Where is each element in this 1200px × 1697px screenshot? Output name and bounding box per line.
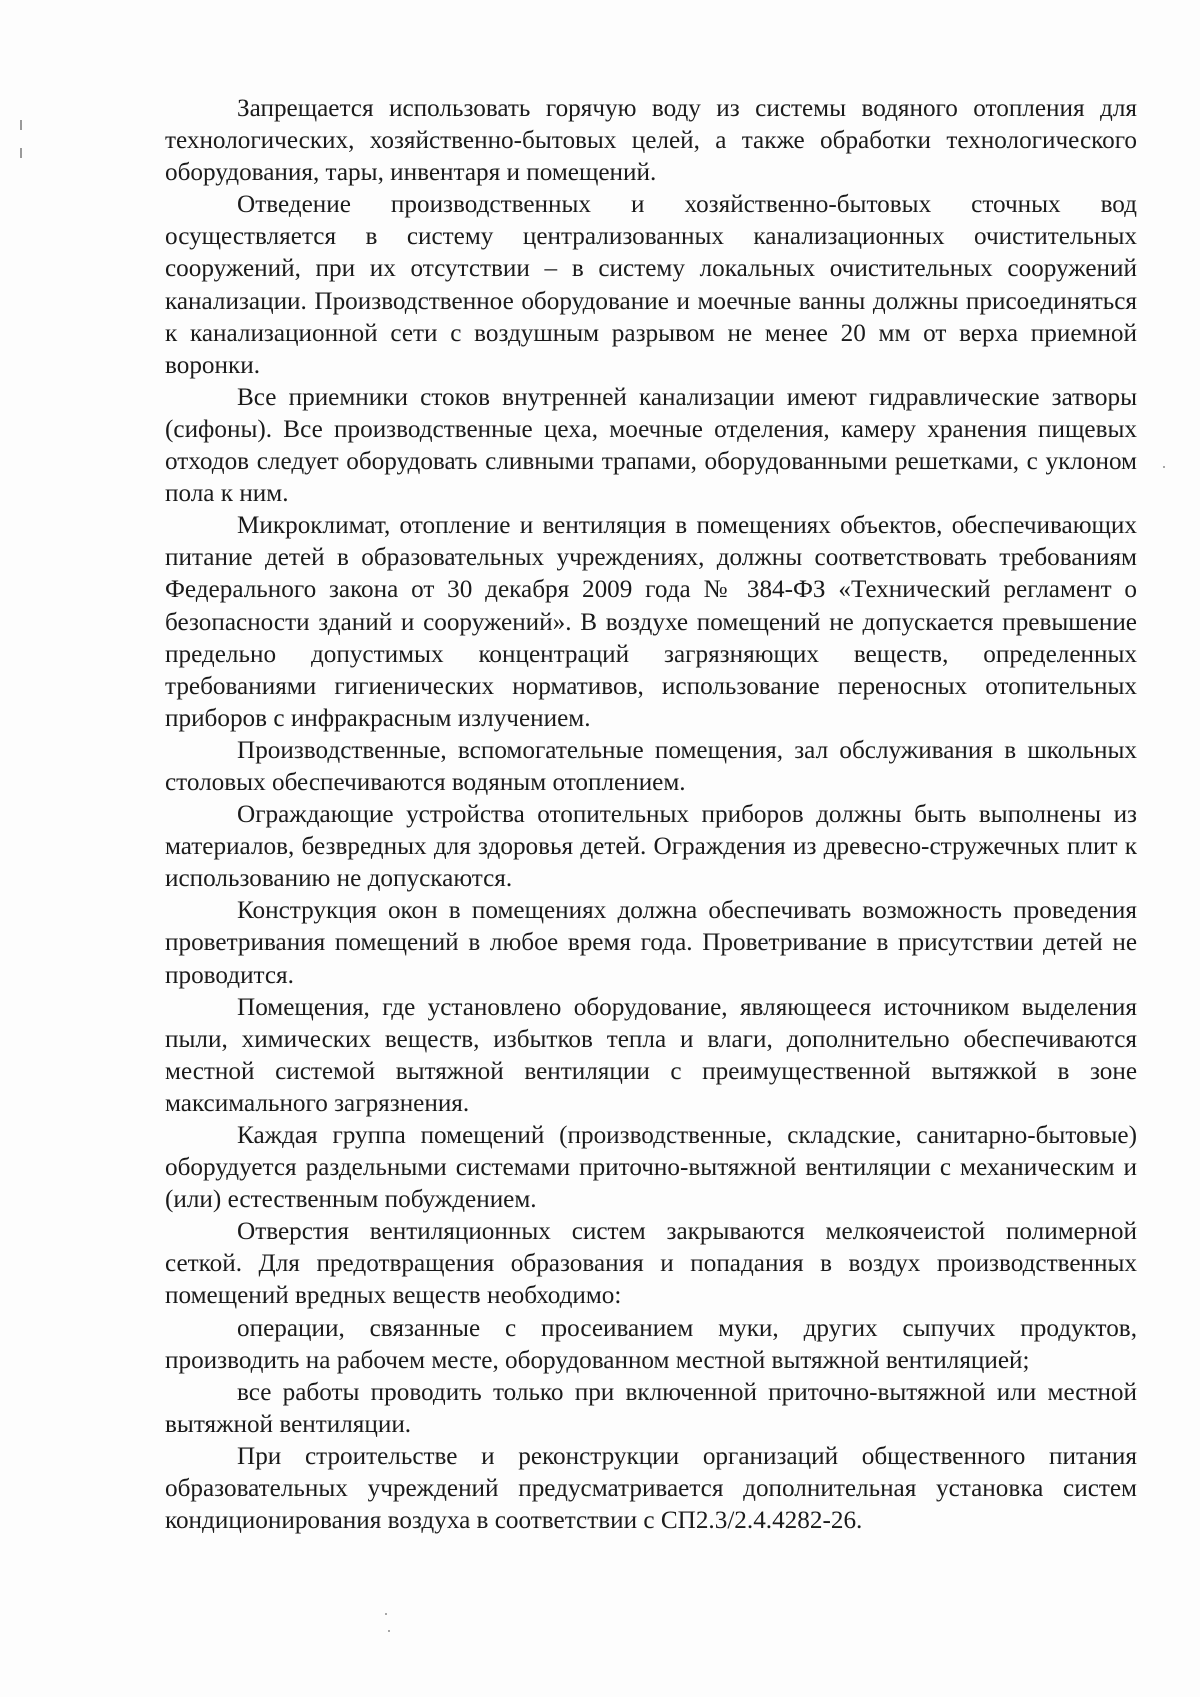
paragraph-flour-sifting: операции, связанные с просеиванием муки, других сыпучих продуктов, производить на рабочем месте, оборудованном местной вытяжной вентиляцией; — [165, 1314, 1137, 1374]
paragraph-drains: Все приемники стоков внутренней канализации имеют гидравлические затворы (сифоны). Все производственные цеха, моечные отделения, камеру хранения пищевых отходов следует оборудовать сливными трапами, оборудованными решетками, с уклоном пола к ним. — [165, 383, 1137, 508]
scan-speck — [1163, 466, 1165, 468]
scan-edge-mark — [20, 148, 22, 158]
paragraph-ventilation-on: все работы проводить только при включенной приточно-вытяжной или местной вытяжной вентиляции. — [165, 1378, 1137, 1438]
paragraph-windows: Конструкция окон в помещениях должна обеспечивать возможность проведения проветривания помещений в любое время года. Проветривание в присутствии детей не проводится. — [165, 897, 1137, 989]
paragraph-microclimate: Микроклимат, отопление и вентиляция в помещениях объектов, обеспечивающих питание детей в образовательных учреждениях, должны соответствовать требованиям Федерального закона от 30 декабря 2009 года № 384-ФЗ «Технический регламент о безопасности зданий и сооружений». В воздухе помещений не допускается превышение предельно допустимых концентраций загрязняющих веществ, определенных требованиями гигиенических нормативов, использование переносных отопительных приборов с инфракрасным излучением. — [165, 512, 1137, 732]
paragraph-radiator-guards: Ограждающие устройства отопительных приборов должны быть выполнены из материалов, безвредных для здоровья детей. Ограждения из древесно-стружечных плит к использованию не допускаются. — [165, 801, 1137, 893]
paragraph-hot-water: Запрещается использовать горячую воду из системы водяного отопления для технологических, хозяйственно-бытовых целей, а также обработки технологического оборудования, тары, инвентаря и помещений. — [165, 95, 1137, 187]
paragraph-local-exhaust: Помещения, где установлено оборудование, являющееся источником выделения пыли, химических веществ, избытков тепла и влаги, дополнительно обеспечиваются местной системой вытяжной вентиляции с преимущественной вытяжкой в зоне максимального загрязнения. — [165, 993, 1137, 1117]
paragraph-heating: Производственные, вспомогательные помещения, зал обслуживания в школьных столовых обеспечиваются водяным отоплением. — [165, 736, 1137, 796]
scan-edge-mark — [20, 120, 22, 130]
paragraph-air-conditioning: При строительстве и реконструкции организаций общественного питания образовательных учреждений предусматривается дополнительная установка систем кондиционирования воздуха в соответствии с СП2.3/2.4.4282-26. — [165, 1442, 1137, 1535]
scan-speck — [388, 1630, 390, 1632]
scan-speck — [385, 1613, 387, 1615]
paragraph-room-groups: Каждая группа помещений (производственные, складские, санитарно-бытовые) оборудуется раздельными системами приточно-вытяжной вентиляции с механическим и (или) естественным побуждением. — [165, 1122, 1137, 1214]
paragraph-vent-openings: Отверстия вентиляционных систем закрываются мелкоячеистой полимерной сеткой. Для предотвращения образования и попадания в воздух производственных помещений вредных веществ необходимо: — [165, 1218, 1137, 1310]
document-body — [165, 93, 1137, 1537]
paragraph-wastewater: Отведение производственных и хозяйственно-бытовых сточных вод осуществляется в систему централизованных канализационных очистительных сооружений, при их отсутствии – в систему локальных очистительных сооружений канализации. Производственное оборудование и моечные ванны должны присоединяться к канализационной сети с воздушным разрывом не менее 20 мм от верха приемной воронки. — [165, 191, 1137, 379]
